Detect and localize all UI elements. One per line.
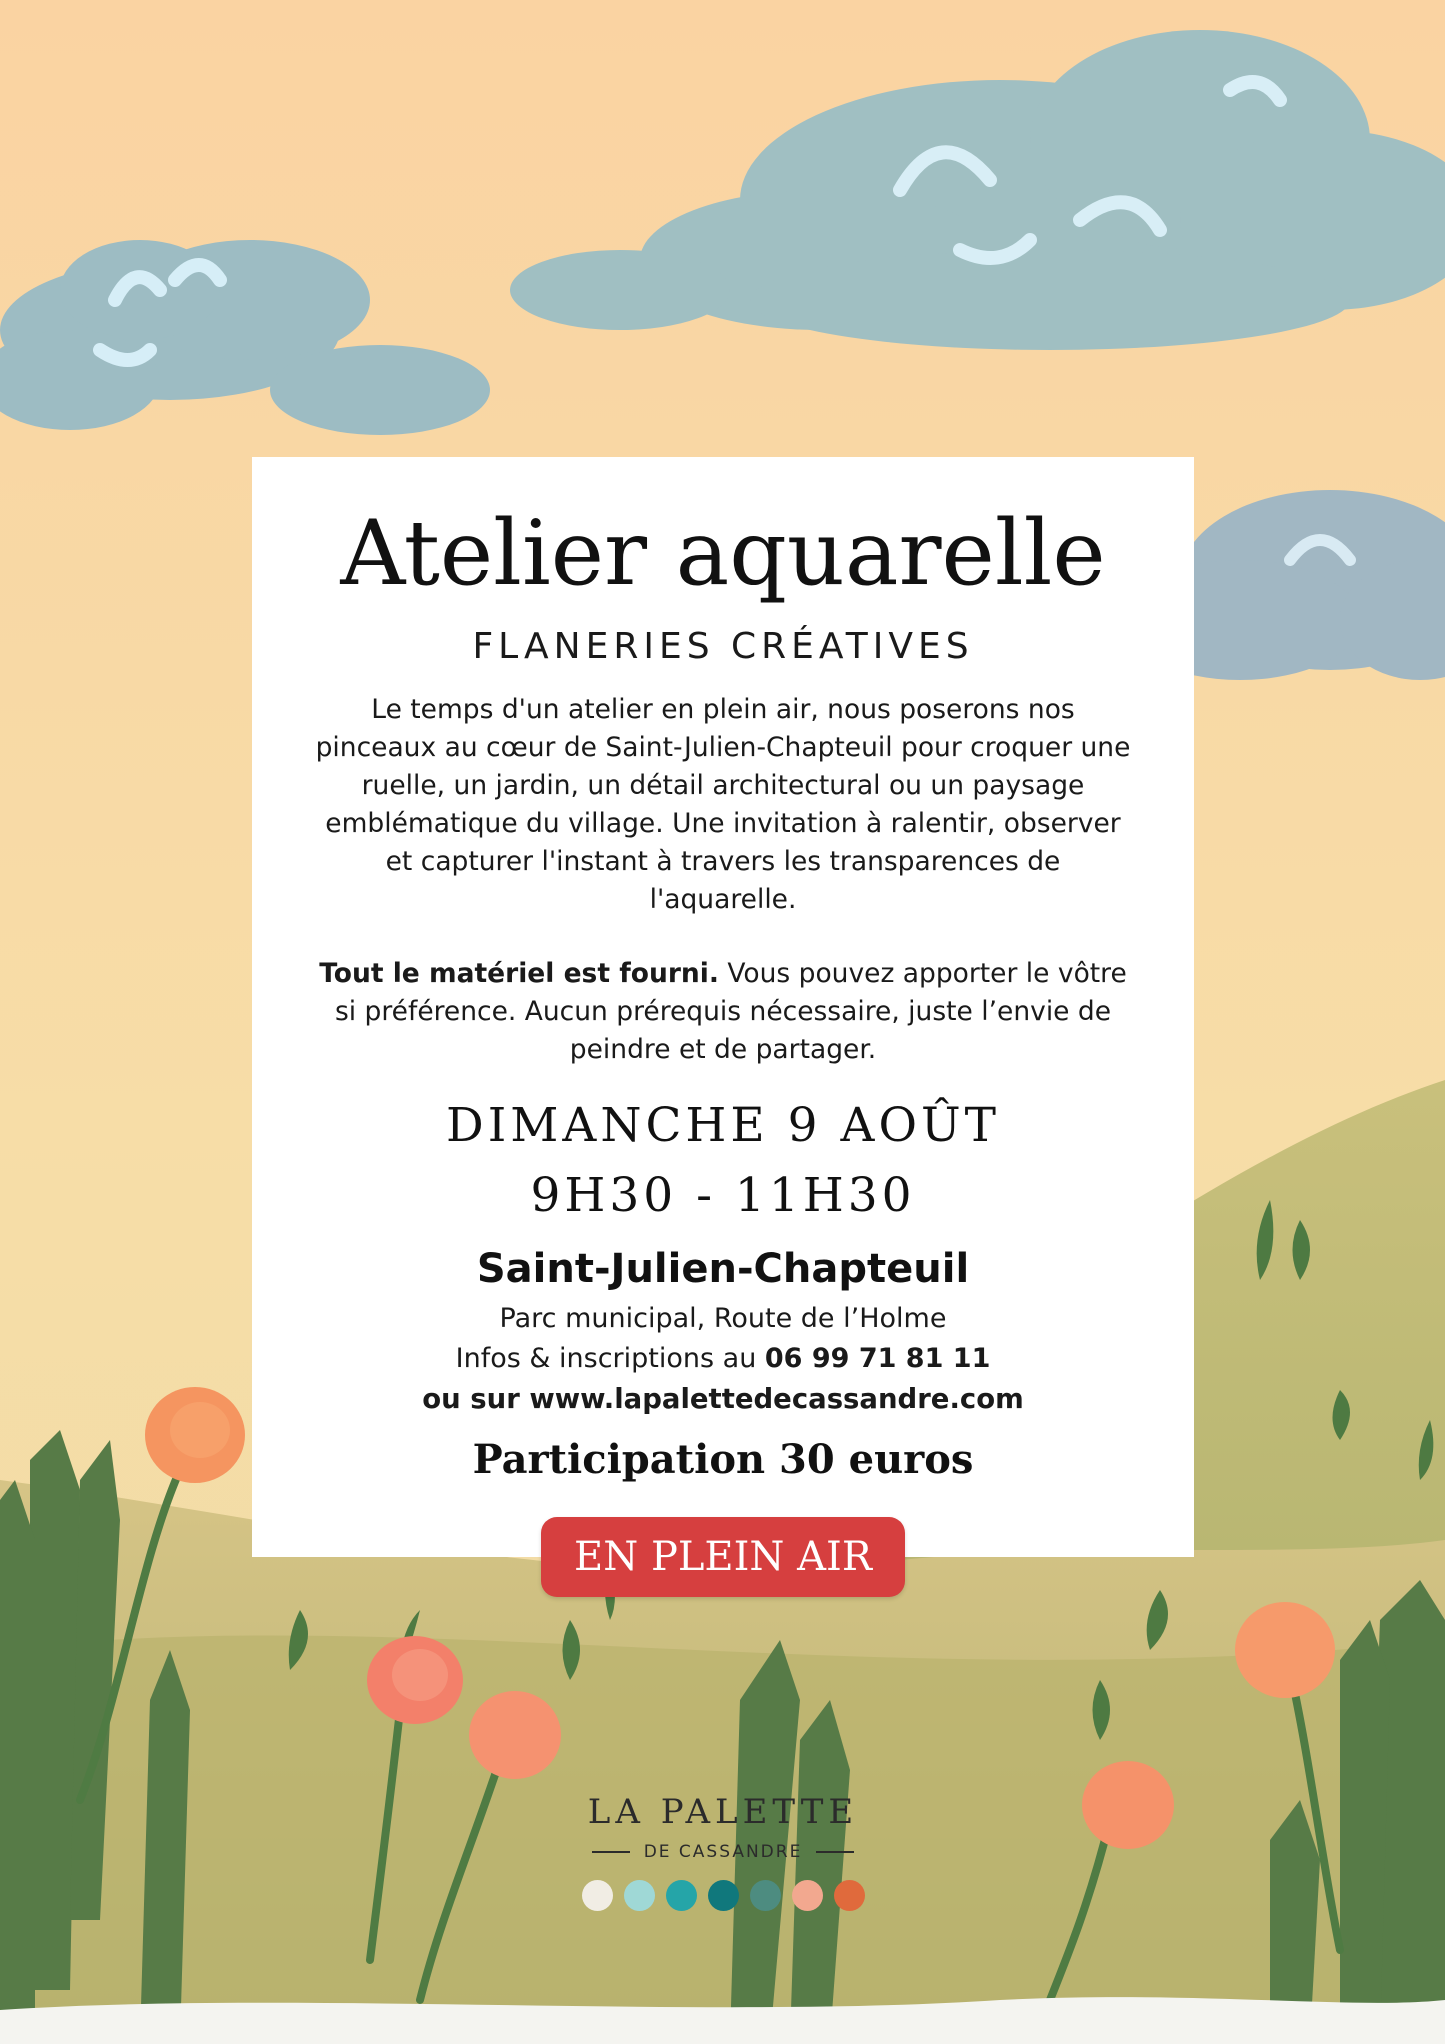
description: Le temps d'un atelier en plein air, nous poserons nos pinceaux au cœur de Saint-Julien-Chapteuil pour croquer une ruelle, un jardin, un détail architectural ou un paysage emblématique du village. Une invitation à ralentir, observer et capturer l'instant à travers les transparences de l'aquarelle. (315, 694, 1131, 915)
color-swatch (792, 1880, 823, 1911)
brand-logo (522, 1790, 924, 1911)
color-swatches (522, 1880, 924, 1911)
phone-number: 06 99 71 81 11 (764, 1343, 991, 1374)
event-place: Saint-Julien-Chapteuil (476, 1246, 970, 1292)
material-note-text: Vous pouvez apporter le vôtre si préférence. Aucun prérequis nécessaire, juste l’envie de peindre et de partager. (334, 958, 1127, 1065)
brand-subtitle (522, 1842, 924, 1862)
website-link: ou sur www.lapalettedecassandre.com (422, 1383, 1024, 1415)
event-date: DIMANCHE 9 AOÛT (446, 1098, 1000, 1153)
contact-website (252, 1379, 1194, 1419)
price: Participation 30 euros (472, 1436, 974, 1483)
phone-label: Infos & inscriptions au (455, 1343, 765, 1374)
divider (592, 1851, 630, 1853)
material-note-bold: Tout le matériel est fourni. (319, 958, 719, 989)
plein-air-badge: EN PLEIN AIR (541, 1517, 905, 1597)
color-swatch (666, 1880, 697, 1911)
color-swatch (582, 1880, 613, 1911)
event-time: 9H30 - 11H30 (530, 1168, 916, 1223)
brand-subtitle-text: DE CASSANDRE (643, 1842, 803, 1862)
color-swatch (708, 1880, 739, 1911)
color-swatch (750, 1880, 781, 1911)
contact-phone (252, 1339, 1194, 1379)
page-title: Atelier aquarelle (340, 501, 1106, 606)
subtitle: FLANERIES CRÉATIVES (472, 626, 974, 667)
brand-name: LA PALETTE (587, 1792, 859, 1832)
material-note (312, 955, 1134, 1069)
divider (816, 1851, 854, 1853)
event-address: Parc municipal, Route de l’Holme (499, 1303, 947, 1334)
color-swatch (834, 1880, 865, 1911)
color-swatch (624, 1880, 655, 1911)
info-card (252, 457, 1194, 1557)
